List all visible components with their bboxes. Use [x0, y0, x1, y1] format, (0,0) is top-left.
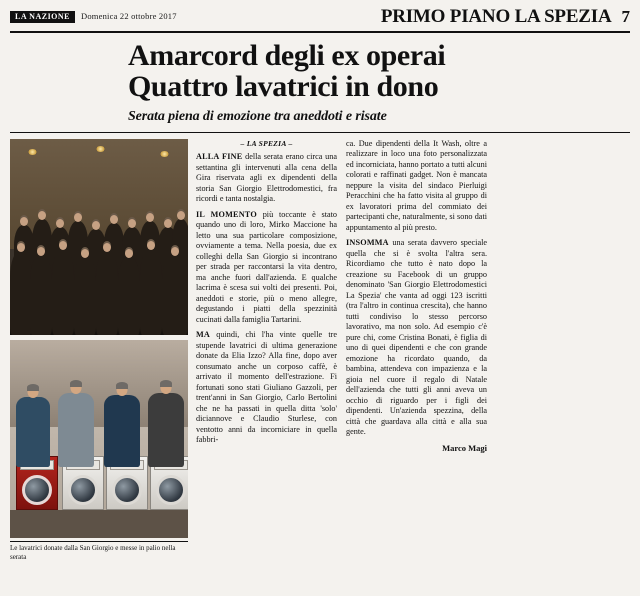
paragraph-text: una serata davvero speciale quella che si è svolta l'altra sera. Ricordiamo che tutto è nato dopo la creazione su Facebook di un gruppo denominato 'San Giorgio Elettrodomestici La Spezia' che vanta ad oggi 123 iscritti (tra l'altro in continua crescita), che hanno tutti condiviso lo stesso percorso lavorativo, ma non solo. Ad esempio c'è pure chi, come Cristina Bonati, è figlia di uno di quei dipendenti e che con grande emozione ha ricordato quando, da bambina, attendeva con impazienza e la gioia nel cuore il regalo di Natale dell'azienda che tutti gli anni aveva un occhio di riguardo per i figli dei dipendenti. Un'azienda spezzina, della città che guardava alla città e alla sua gente. — [346, 238, 487, 437]
paragraph-text: più toccante è stato quando uno di loro, Mirko Maccione ha letto una sua particolare composizione, ovviamente a tema. Nella poesia, due ex colleghi della San Giorgio si incontrano per strada per raccontarsi la vita dentro, ma anche fuori dall'azienda. E qualche lacrima è scesa sui volti dei presenti. Poi, aneddoti e storie, più o meno allegre, degustando i piatti della spezzinità cucinati dalla famiglia Tartarini. — [196, 209, 337, 324]
paragraph — [196, 210, 337, 326]
washing-machines-illustration — [10, 340, 188, 538]
paragraph-lead-in: IL MOMENTO — [196, 209, 257, 219]
masthead-right — [381, 6, 630, 28]
paragraph — [196, 330, 337, 446]
masthead-left — [10, 11, 177, 23]
dateline: – LA SPEZIA – — [240, 138, 293, 148]
article-subhead: Serata piena di emozione tra aneddoti e risate — [128, 108, 387, 124]
section-title: PRIMO PIANO LA SPEZIA — [380, 6, 612, 27]
page-number: 7 — [621, 7, 630, 26]
group-photo — [10, 139, 188, 335]
headline-block — [128, 33, 630, 125]
masthead — [10, 6, 630, 33]
photo-column — [10, 139, 188, 569]
paragraph — [346, 139, 487, 234]
paragraph-text: quindi, chi l'ha vinte quelle tre stupende lavatrici di ultima generazione donate da Elia Izzo? Alla fine, dopo aver consumato anche un corposo caffè, è arrivato il momento dell'estrazione. Fi fortunati sono stati Giuliano Gazzoli, per trent'anni in San Giorgio, Carlo Bertolini che ne ha passati in quella ditta 'solo' diciannove e Claudio Sturlese, con ventotto anni da incorniciare in quella fabbri- — [196, 330, 337, 445]
article-body — [10, 139, 630, 569]
washing-machines-photo — [10, 340, 188, 538]
photo-caption: Le lavatrici donate dalla San Giorgio e messe in palio nella serata — [10, 541, 188, 562]
paragraph-lead-in: MA — [196, 330, 211, 340]
text-columns — [196, 139, 630, 569]
paragraph — [196, 152, 337, 205]
top-photo-container — [10, 139, 188, 335]
paragraph — [346, 238, 487, 438]
headline-divider — [10, 132, 630, 133]
headline-line-2: Quattro lavatrici in dono — [128, 69, 439, 103]
paragraph-lead-in: INSOMMA — [346, 238, 389, 248]
group-photo-illustration — [10, 139, 188, 335]
newspaper-nameplate: LA NAZIONE — [10, 11, 75, 23]
author-signature: Marco Magi — [442, 442, 487, 453]
paragraph-text: ca. Due dipendenti della It Wash, oltre a realizzare in loco una foto personalizzata ed incorniciata, hanno portato a tutti alcuni colorati e raffinati gadget. Non è mancata neppure la visita del sindaco Pierluigi Peracchini che ha fatto visita al gruppo di ex lavoratori prima del commiato dei partecipanti che, naturalmente, si sono dati appuntamento al più presto. — [346, 138, 487, 232]
issue-date: Domenica 22 ottobre 2017 — [81, 11, 177, 21]
bottom-photo-container — [10, 340, 188, 562]
paragraph-text: della serata erano circa una settantina gli intervenuti alla cena della Gira riservata agli ex dipendenti della storia San Giorgio Elettrodomestici, fra ricordi e tanta nostalgia. — [196, 152, 337, 204]
text-column-2 — [346, 139, 487, 569]
paragraph-lead-in: ALLA FINE — [196, 152, 243, 162]
headline-line-1: Amarcord degli ex operai — [128, 39, 446, 72]
text-column-1 — [196, 139, 337, 569]
